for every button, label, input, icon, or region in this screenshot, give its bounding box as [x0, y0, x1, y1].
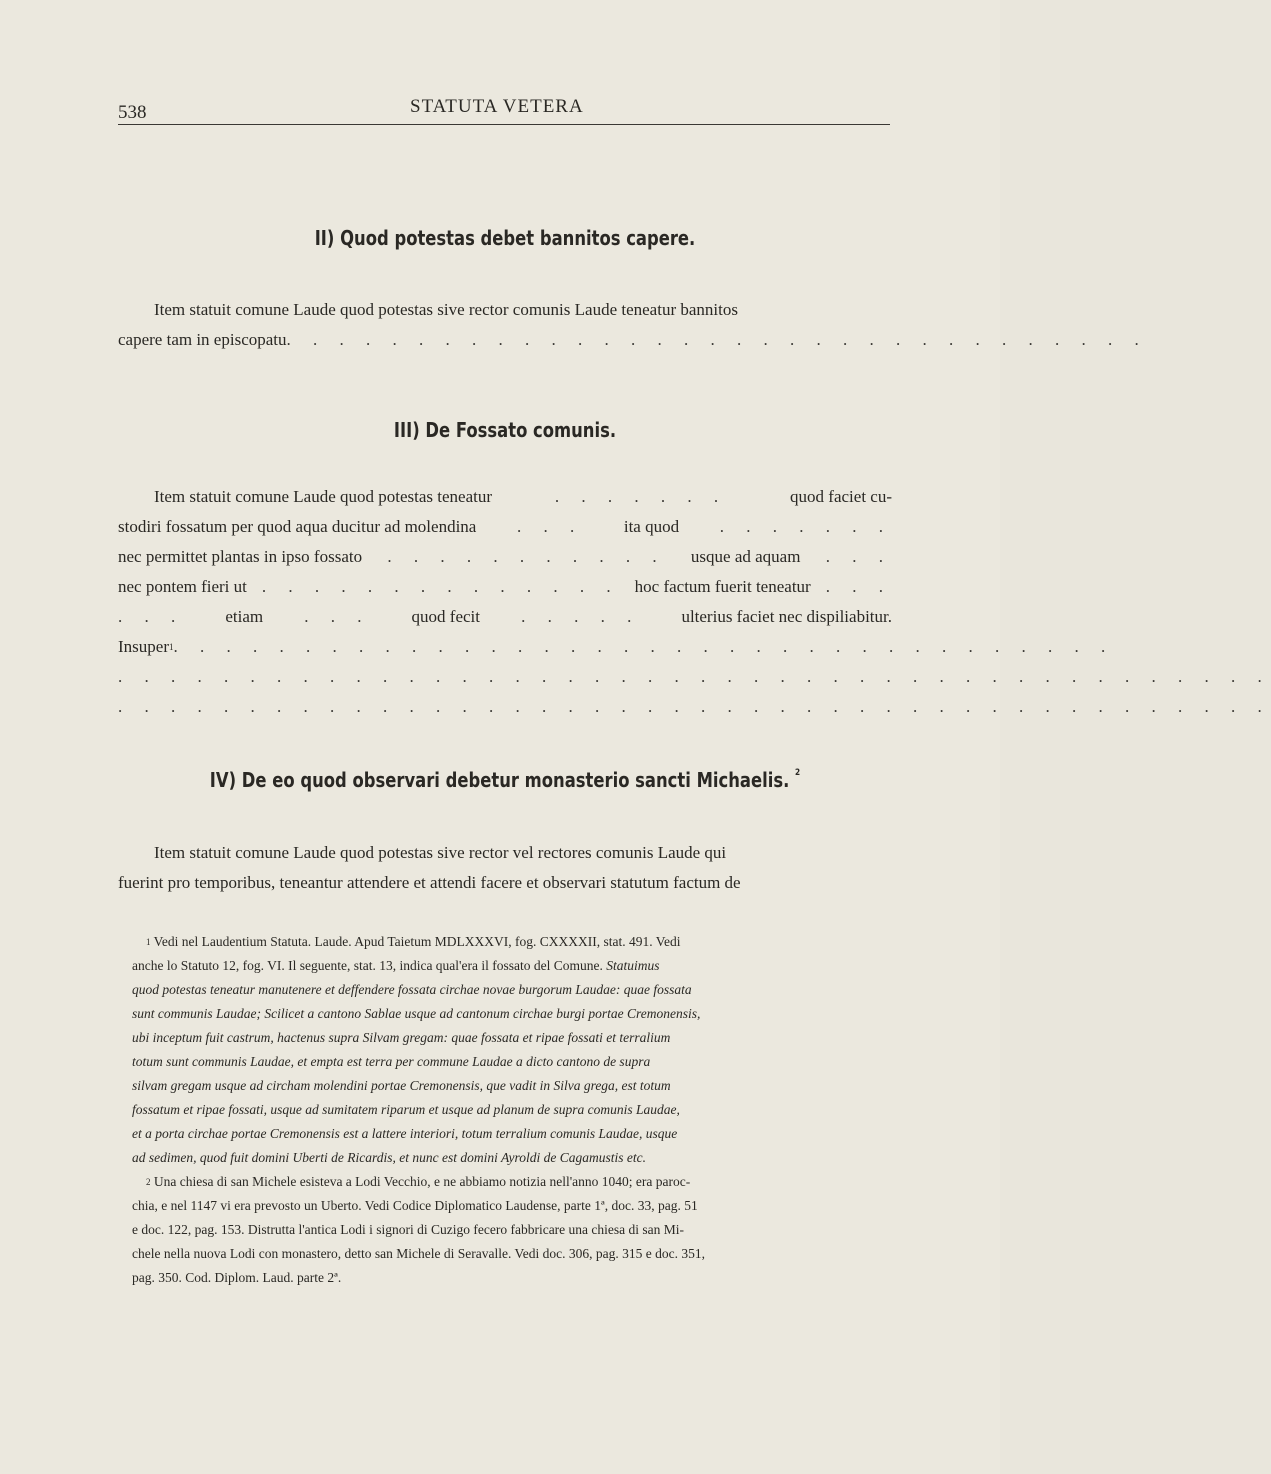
ellipsis-dots: . . . . . . .: [719, 517, 892, 536]
page-number: 538: [118, 102, 147, 123]
ellipsis-dots: . . . . . . .: [554, 487, 728, 506]
page-header: [118, 96, 888, 126]
ellipsis-dots: . . . . . . . . . . . . . . . . . . . . . . . . . . . . . . . . . . . .: [173, 637, 1115, 656]
ellipsis-dots: . . .: [118, 607, 185, 626]
text-line: stodiri fossatum per quod aqua ducitur ad molendina . . . ita quod . . . . . . .: [118, 512, 892, 542]
ellipsis-dots: . . .: [516, 517, 584, 536]
footnotes: [132, 930, 892, 1290]
ellipsis-dots: . . . . . . . . . . . . . .: [261, 577, 620, 596]
section-heading-ii: II) Quod potestas debet bannitos capere.: [314, 226, 696, 250]
footnote-1: $^1$ Vedi nel Laudentium Statuta. Laude. Apud Taietum MDLXXXVI, fog. CXXXXII, stat. 491. Vedi anche lo Statuto 12, fog. VI. Il seguente, stat. 13, indica qual'era il fossato del Comune. Statuimus quod potestas teneatur manutenere et deffendere fossata circhae novae burgorum Laudae: quae fossata sunt communis Laudae; Scilicet a cantono Sablae usque ad cantonum circhae burgi portae Cremonensis, ubi inceptum fuit castrum, hactenus supra Silvam gregam: quae fossata et ripae fossati et terralium totum sunt communis Laudae, et empta est terra per commune Laudae a dicto cantono de supra silvam gregam usque ad circham molendini portae Cremonensis, que vadit in Silva grega, est totum fossatum et ripae fossati, usque ad sumitatem riparum et usque ad planum de supra comunis Laudae, et a porta circhae portae Cremonensis est a lattere interiori, totum terralium comunis Laudae, usque ad sedimen, quod fuit domini Uberti de Ricardis, et nunc est domini Ayroldi de Cagamustis etc.: [132, 934, 701, 1165]
ellipsis-dots: . . . . .: [521, 607, 641, 626]
text-line: capere tam in episcopatu . . . . . . . . . . . . . . . . . . . . . . . . . . . . . . . . .: [118, 325, 892, 355]
text-line: . . . etiam . . . quod fecit . . . . . ulterius faciet nec dispiliabitur.: [118, 602, 892, 632]
section-iv-text: [118, 838, 892, 898]
ellipsis-dots: . . . . . . . . . . .: [387, 547, 666, 566]
text-line: nec pontem fieri ut . . . . . . . . . . . . . . hoc factum fuerit teneatur . . .: [118, 572, 892, 602]
running-title: STATUTA VETERA: [410, 96, 584, 117]
section-heading-iv: IV) De eo quod observari debetur monasterio sancti Michaelis. $^2$: [209, 768, 801, 792]
footnote-ref: 1: [168, 642, 174, 652]
footnote-2: $^2$ Una chiesa di san Michele esisteva a Lodi Vecchio, e ne abbiamo notizia nell'anno 1040; era paroc- chia, e nel 1147 vi era prevosto un Uberto. Vedi Codice Diplomatico Laudense, parte 1ª, doc. 33, pag. 51 e doc. 122, pag. 153. Distrutta l'antica Lodi i signori di Cuzigo fecero fabbricare una chiesa di san Mi- chele nella nuova Lodi con monastero, detto san Michele di Seravalle. Vedi doc. 306, pag. 315 e doc. 351, pag. 350. Cod. Diplom. Laud. parte 2ª.: [132, 1174, 705, 1285]
ellipsis-dots: . . .: [825, 577, 892, 596]
section-heading-iii: III) De Fossato comunis.: [393, 418, 617, 442]
text-line: fuerint pro temporibus, teneantur attendere et attendi facere et observari statutum factum de: [118, 873, 741, 892]
ellipsis-dots: . . .: [304, 607, 371, 626]
text-line: Insuper$^1$ . . . . . . . . . . . . . . . . . . . . . . . . . . . . . . . . . . . .: [118, 632, 892, 662]
text-line: Item statuit comune Laude quod potestas sive rector comunis Laude teneatur bannitos: [154, 300, 738, 319]
text-line: nec permittet plantas in ipso fossato . . . . . . . . . . . usque ad aquam . . .: [118, 542, 892, 572]
dot-line: . . . . . . . . . . . . . . . . . . . . . . . . . . . . . . . . . . . . . . . . . . . .: [118, 697, 1271, 716]
header-rule: [118, 124, 890, 125]
text-line: Item statuit comune Laude quod potestas teneatur . . . . . . . quod faciet cu-: [118, 482, 892, 512]
ellipsis-dots: . . .: [825, 547, 892, 566]
ellipsis-dots: . . . . . . . . . . . . . . . . . . . . . . . . . . . . . . . . .: [286, 330, 1148, 349]
section-ii-text: [118, 295, 1148, 355]
text-line: Item statuit comune Laude quod potestas sive rector vel rectores comunis Laude qui: [154, 843, 727, 862]
footnote-ref: 2: [795, 768, 801, 778]
section-iii-text: [118, 482, 1271, 722]
dot-line: . . . . . . . . . . . . . . . . . . . . . . . . . . . . . . . . . . . . . . . . . . . .: [118, 667, 1271, 686]
